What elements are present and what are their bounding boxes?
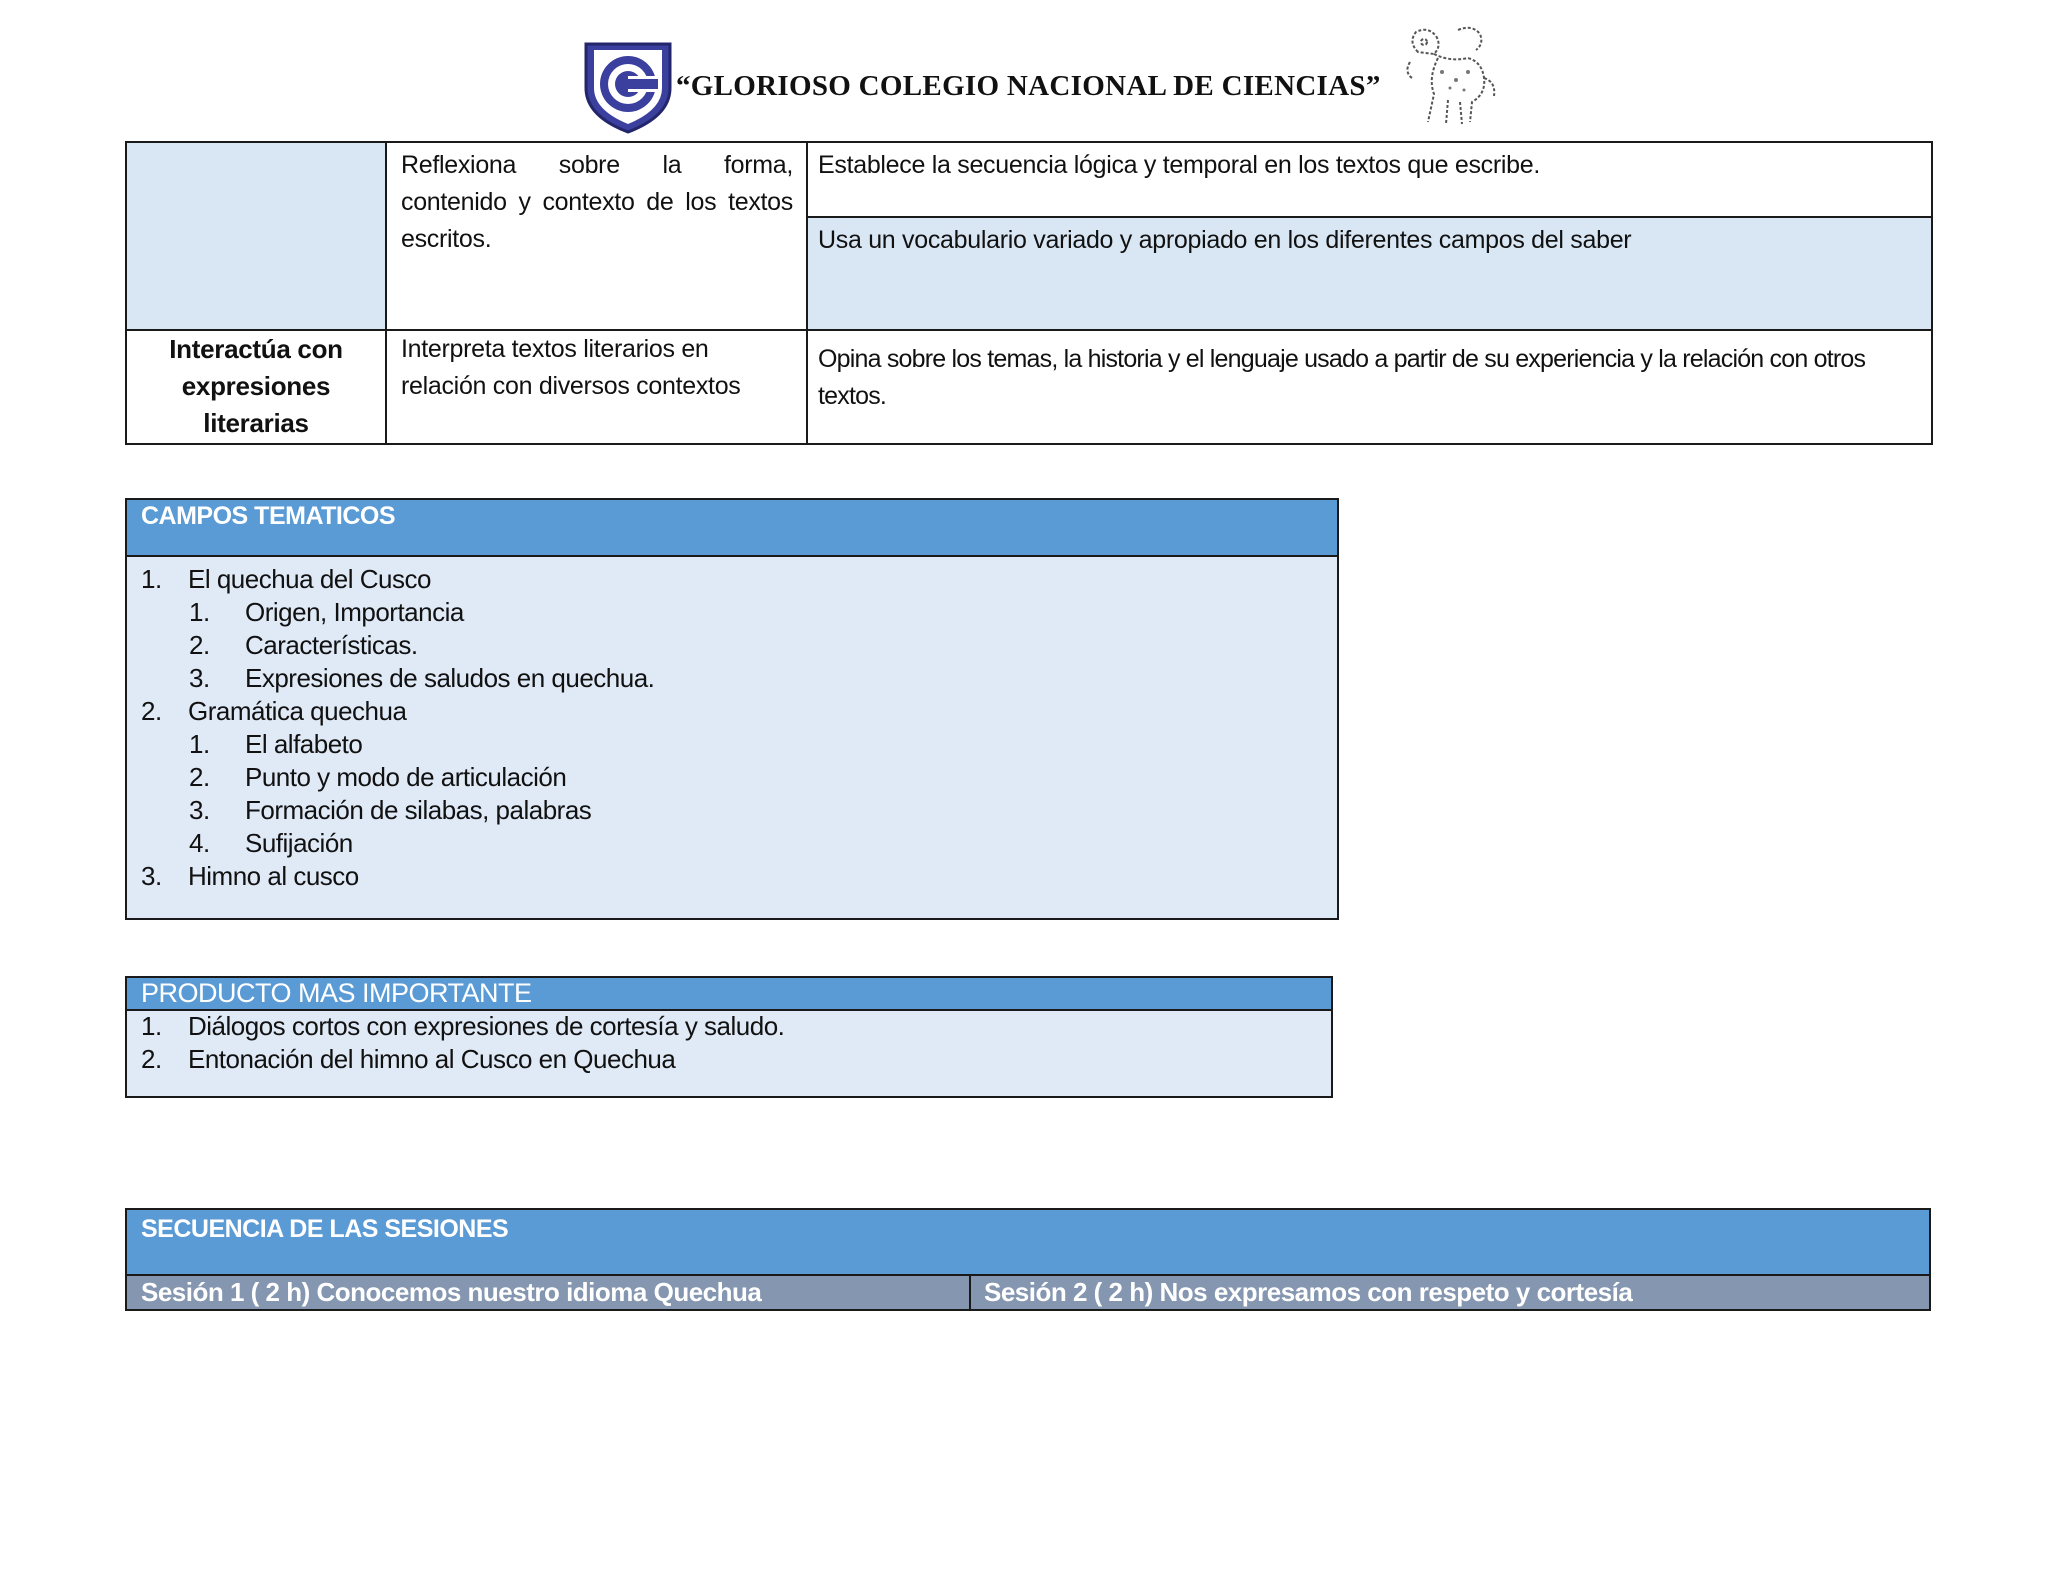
campos-title: CAMPOS TEMATICOS [127,500,1337,557]
producto-title: PRODUCTO MAS IMPORTANTE [127,978,1331,1011]
competency-cell [126,142,386,330]
list-item [127,761,1337,794]
list-item [127,728,1337,761]
list-text: El quechua del Cusco [188,564,431,594]
capacity-cell: Interpreta textos literarios en relación con diversos contextos [386,330,807,444]
school-crest-icon [578,36,678,136]
producto-box [125,976,1333,1098]
list-number: 2. [141,1044,162,1074]
competency-table [125,141,1933,445]
list-number: 1. [141,1011,162,1041]
session-2: Sesión 2 ( 2 h) Nos expresamos con respeto y cortesía [984,1277,1633,1307]
list-number: 2. [189,762,210,792]
list-number: 1. [189,729,210,759]
session-1: Sesión 1 ( 2 h) Conocemos nuestro idioma Quechua [127,1276,971,1309]
list-item [127,563,1337,596]
table-row [126,330,1932,444]
mascot-sketch-icon [1398,22,1502,132]
list-item [127,794,1337,827]
list-text: Punto y modo de articulación [245,762,567,792]
list-number: 3. [189,663,210,693]
list-text: Origen, Importancia [245,597,464,627]
list-text: Características. [245,630,418,660]
indicator-cell: Establece la secuencia lógica y temporal en los textos que escribe. [807,142,1932,217]
list-item [127,662,1337,695]
indicator-cell: Opina sobre los temas, la historia y el lenguaje usado a partir de su experiencia y la relación con otros textos. [807,330,1932,444]
list-item [127,1011,1331,1044]
list-item [127,629,1337,662]
list-text: Expresiones de saludos en quechua. [245,663,655,693]
list-number: 2. [141,696,162,726]
list-text: Gramática quechua [188,696,407,726]
list-number: 1. [189,597,210,627]
list-item [127,596,1337,629]
list-item [127,1044,1331,1077]
list-text: Diálogos cortos con expresiones de cortesía y saludo. [188,1011,785,1041]
list-number: 3. [189,795,210,825]
list-item [127,827,1337,860]
campos-list [127,557,1337,893]
producto-list [127,1011,1331,1077]
list-text: Entonación del himno al Cusco en Quechua [188,1044,676,1074]
sessions-row [127,1276,1929,1309]
list-item [127,695,1337,728]
secuencia-box [125,1208,1931,1311]
table-row [126,142,1932,217]
school-title: “GLORIOSO COLEGIO NACIONAL DE CIENCIAS” [676,70,1381,102]
list-item [127,860,1337,893]
list-number: 2. [189,630,210,660]
secuencia-title: SECUENCIA DE LAS SESIONES [127,1210,1929,1276]
capacity-cell: Reflexiona sobre la forma, contenido y contexto de los textos escritos. [386,142,807,330]
list-text: Formación de silabas, palabras [245,795,592,825]
list-number: 3. [141,861,162,891]
campos-tematicos-box [125,498,1339,920]
list-text: Sufijación [245,828,353,858]
list-text: Himno al cusco [188,861,359,891]
list-text: El alfabeto [245,729,363,759]
indicator-cell: Usa un vocabulario variado y apropiado en los diferentes campos del saber [807,217,1932,330]
competency-cell: Interactúa con expresiones literarias [126,330,386,444]
list-number: 4. [189,828,210,858]
list-number: 1. [141,564,162,594]
